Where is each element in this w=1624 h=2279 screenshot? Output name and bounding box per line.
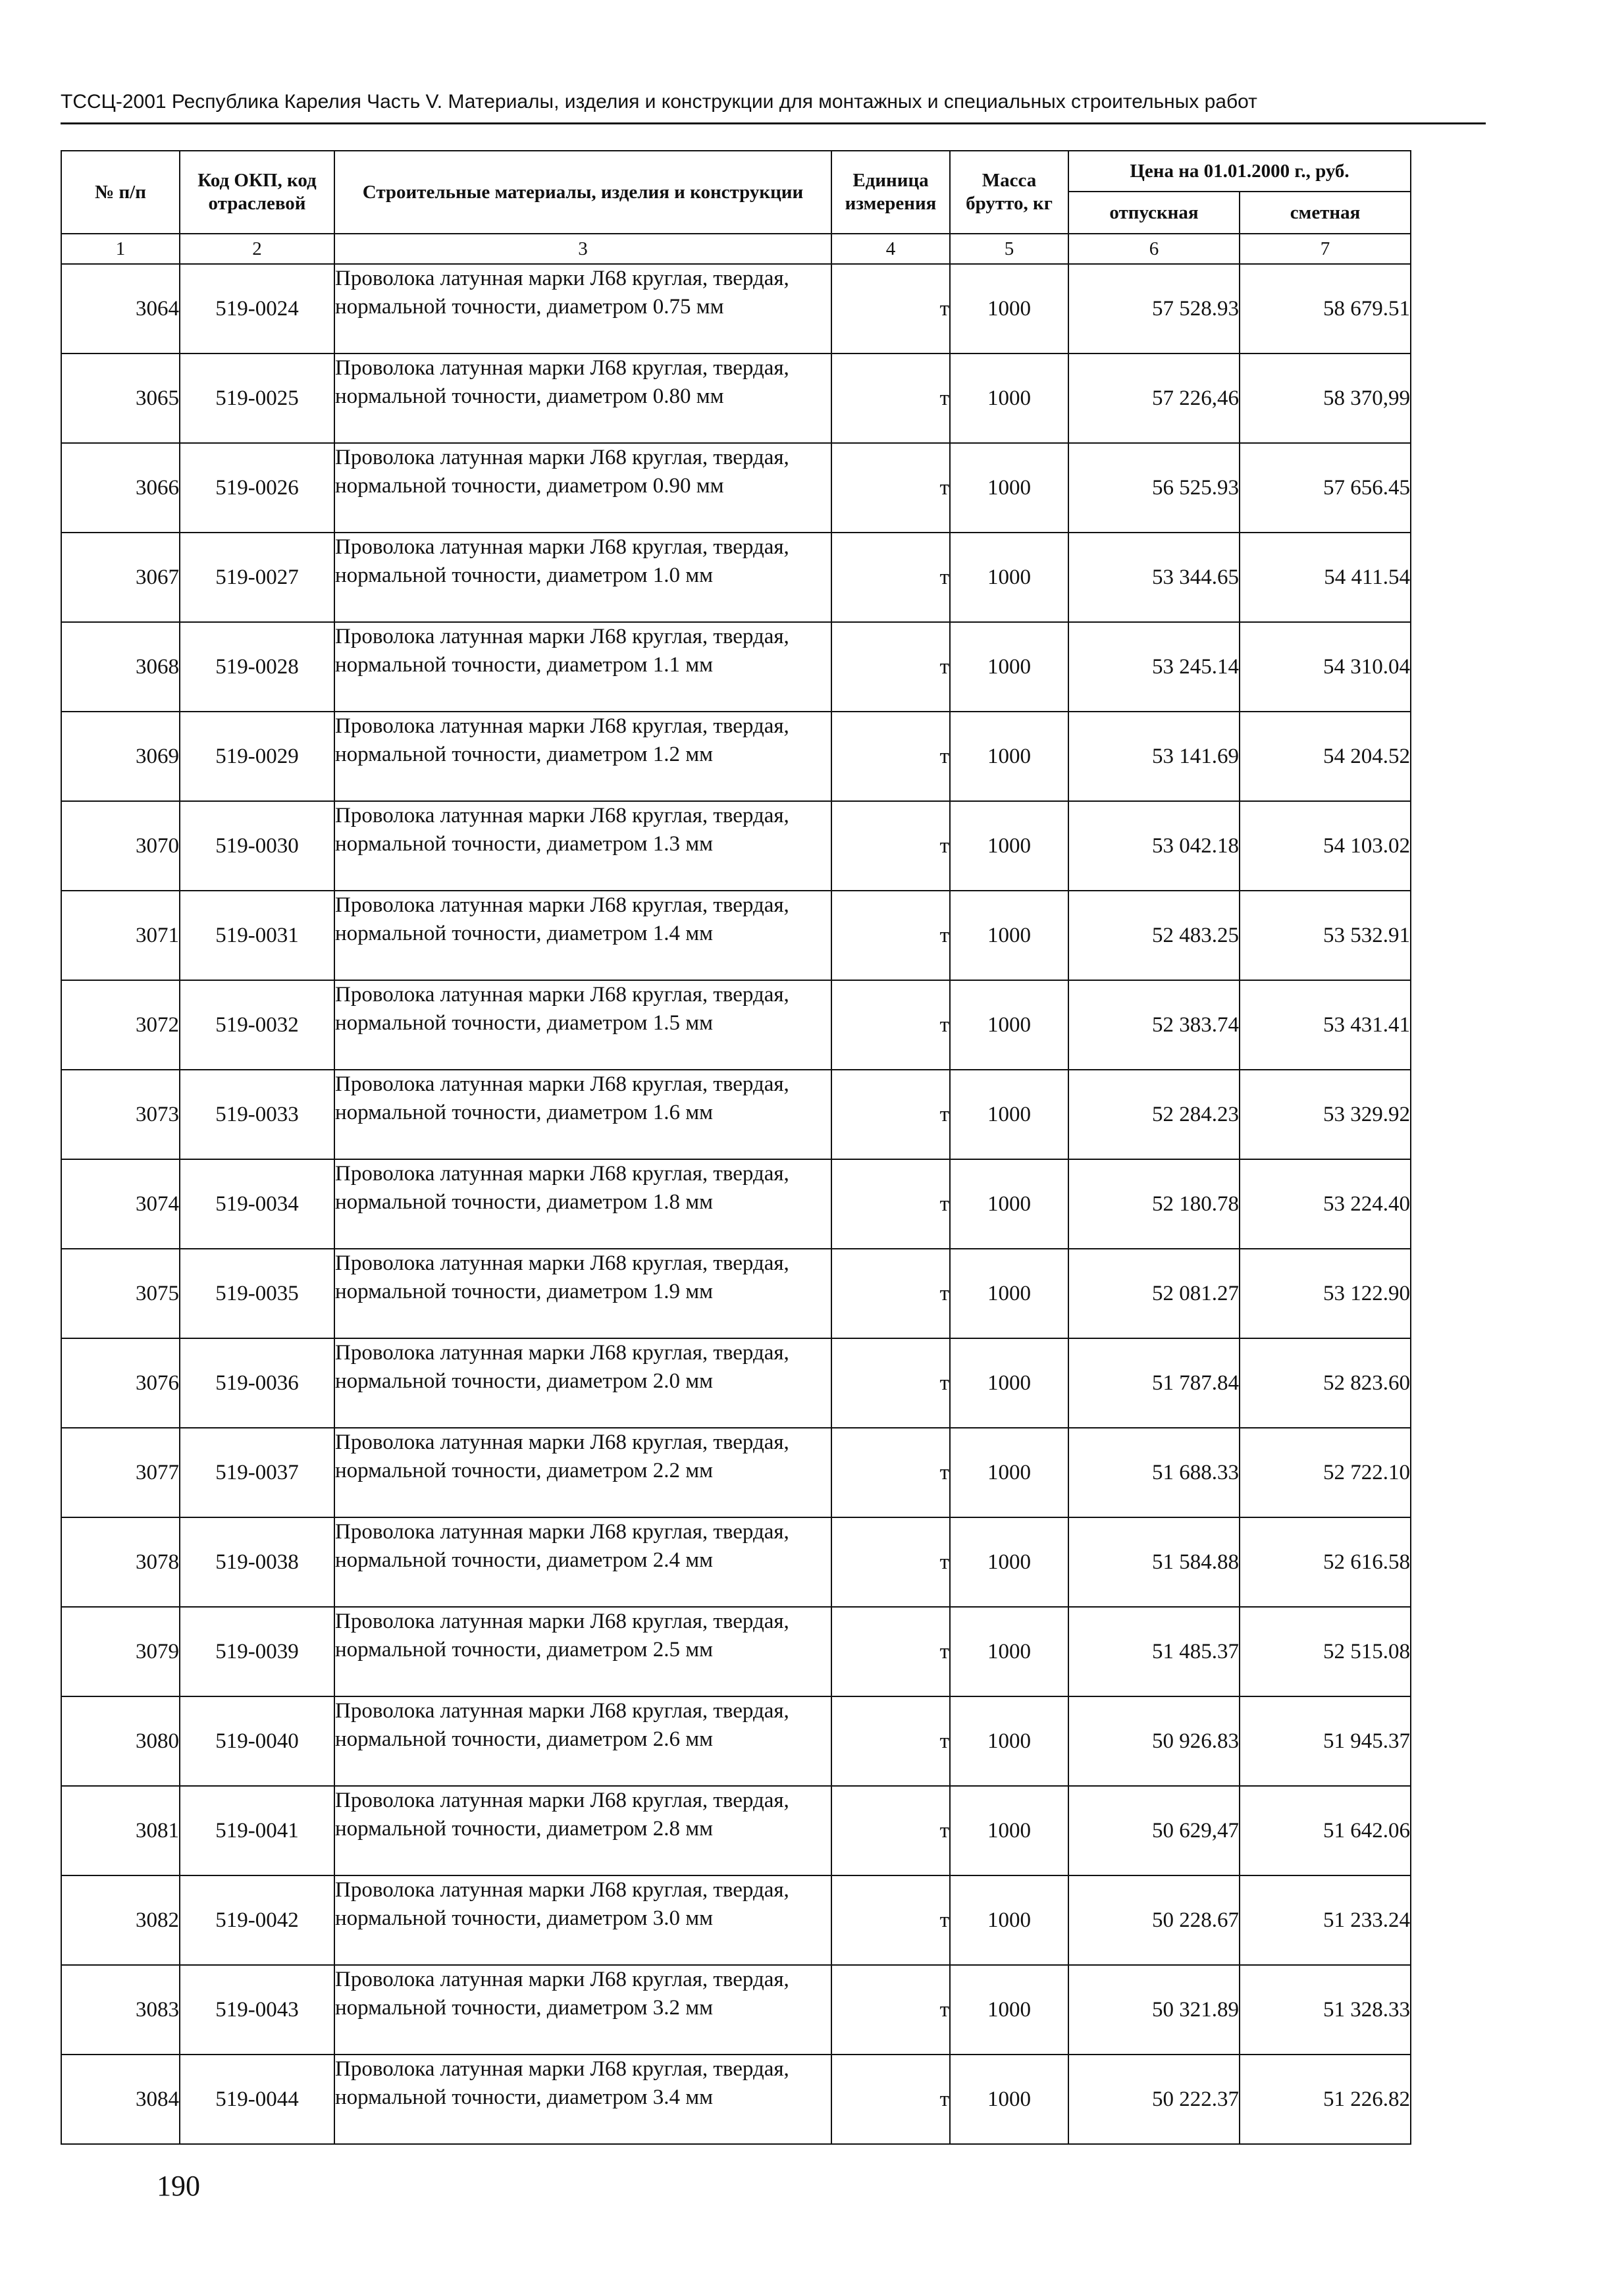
unit-of-measure: т [831,891,950,980]
material-description: Проволока латунная марки Л68 круглая, твердая, нормальной точности, диаметром 0.90 мм [334,443,831,533]
unit-of-measure: т [831,1875,950,1965]
page-number: 190 [157,2170,200,2202]
okp-code: 519-0032 [180,980,334,1070]
unit-of-measure: т [831,980,950,1070]
price-release: 51 485.37 [1068,1607,1240,1696]
okp-code: 519-0033 [180,1070,334,1159]
row-number: 3071 [61,891,180,980]
gross-mass: 1000 [950,1786,1068,1875]
unit-of-measure: т [831,1428,950,1517]
material-description: Проволока латунная марки Л68 круглая, твердая, нормальной точности, диаметром 2.4 мм [334,1517,831,1607]
price-estimate: 51 945.37 [1240,1696,1411,1786]
price-estimate: 53 532.91 [1240,891,1411,980]
unit-of-measure: т [831,2055,950,2144]
row-number: 3064 [61,264,180,354]
gross-mass: 1000 [950,1249,1068,1338]
price-estimate: 52 722.10 [1240,1428,1411,1517]
row-number: 3073 [61,1070,180,1159]
header-unit: Единица измерения [831,151,950,234]
gross-mass: 1000 [950,712,1068,801]
unit-of-measure: т [831,1517,950,1607]
table-row [61,1517,1411,1607]
row-number: 3068 [61,622,180,712]
material-description: Проволока латунная марки Л68 круглая, твердая, нормальной точности, диаметром 2.2 мм [334,1428,831,1517]
table-row [61,801,1411,891]
gross-mass: 1000 [950,533,1068,622]
table-row [61,354,1411,443]
price-estimate: 53 122.90 [1240,1249,1411,1338]
price-release: 52 483.25 [1068,891,1240,980]
column-number: 6 [1068,234,1240,264]
price-release: 57 226,46 [1068,354,1240,443]
price-estimate: 51 233.24 [1240,1875,1411,1965]
row-number: 3072 [61,980,180,1070]
price-release: 53 141.69 [1068,712,1240,801]
price-release: 56 525.93 [1068,443,1240,533]
price-release: 51 787.84 [1068,1338,1240,1428]
table-row [61,891,1411,980]
unit-of-measure: т [831,1338,950,1428]
gross-mass: 1000 [950,1607,1068,1696]
table-row [61,1070,1411,1159]
row-number: 3075 [61,1249,180,1338]
price-estimate: 57 656.45 [1240,443,1411,533]
material-description: Проволока латунная марки Л68 круглая, твердая, нормальной точности, диаметром 1.4 мм [334,891,831,980]
row-number: 3069 [61,712,180,801]
unit-of-measure: т [831,1696,950,1786]
gross-mass: 1000 [950,1428,1068,1517]
unit-of-measure: т [831,1965,950,2055]
row-number: 3078 [61,1517,180,1607]
row-number: 3079 [61,1607,180,1696]
okp-code: 519-0042 [180,1875,334,1965]
price-estimate: 53 224.40 [1240,1159,1411,1249]
okp-code: 519-0026 [180,443,334,533]
material-description: Проволока латунная марки Л68 круглая, твердая, нормальной точности, диаметром 2.5 мм [334,1607,831,1696]
table-row [61,2055,1411,2144]
table-row [61,1607,1411,1696]
okp-code: 519-0034 [180,1159,334,1249]
gross-mass: 1000 [950,801,1068,891]
material-description: Проволока латунная марки Л68 круглая, твердая, нормальной точности, диаметром 2.0 мм [334,1338,831,1428]
price-release: 53 344.65 [1068,533,1240,622]
table-row [61,1159,1411,1249]
table-body [61,234,1411,2144]
table-row [61,1696,1411,1786]
unit-of-measure: т [831,801,950,891]
row-number: 3070 [61,801,180,891]
material-description: Проволока латунная марки Л68 круглая, твердая, нормальной точности, диаметром 1.2 мм [334,712,831,801]
gross-mass: 1000 [950,1696,1068,1786]
unit-of-measure: т [831,1159,950,1249]
column-number: 2 [180,234,334,264]
row-number: 3083 [61,1965,180,2055]
price-release: 50 629,47 [1068,1786,1240,1875]
gross-mass: 1000 [950,443,1068,533]
price-estimate: 52 823.60 [1240,1338,1411,1428]
price-release: 51 688.33 [1068,1428,1240,1517]
table-row [61,443,1411,533]
column-number: 3 [334,234,831,264]
price-estimate: 53 431.41 [1240,980,1411,1070]
price-estimate: 52 616.58 [1240,1517,1411,1607]
unit-of-measure: т [831,354,950,443]
price-estimate: 51 226.82 [1240,2055,1411,2144]
price-release: 57 528.93 [1068,264,1240,354]
okp-code: 519-0028 [180,622,334,712]
unit-of-measure: т [831,712,950,801]
table-row [61,264,1411,354]
table-row [61,1338,1411,1428]
gross-mass: 1000 [950,622,1068,712]
unit-of-measure: т [831,622,950,712]
okp-code: 519-0044 [180,2055,334,2144]
price-estimate: 54 310.04 [1240,622,1411,712]
okp-code: 519-0040 [180,1696,334,1786]
row-number: 3065 [61,354,180,443]
price-release: 52 081.27 [1068,1249,1240,1338]
price-estimate: 52 515.08 [1240,1607,1411,1696]
gross-mass: 1000 [950,1070,1068,1159]
material-description: Проволока латунная марки Л68 круглая, твердая, нормальной точности, диаметром 0.80 мм [334,354,831,443]
okp-code: 519-0029 [180,712,334,801]
unit-of-measure: т [831,1249,950,1338]
material-description: Проволока латунная марки Л68 круглая, твердая, нормальной точности, диаметром 1.9 мм [334,1249,831,1338]
gross-mass: 1000 [950,891,1068,980]
okp-code: 519-0041 [180,1786,334,1875]
column-number-row [61,234,1411,264]
row-number: 3084 [61,2055,180,2144]
header-materials: Строительные материалы, изделия и конструкции [334,151,831,234]
price-release: 51 584.88 [1068,1517,1240,1607]
price-release: 52 284.23 [1068,1070,1240,1159]
price-estimate: 54 204.52 [1240,712,1411,801]
price-release: 50 926.83 [1068,1696,1240,1786]
okp-code: 519-0024 [180,264,334,354]
price-release: 50 321.89 [1068,1965,1240,2055]
okp-code: 519-0027 [180,533,334,622]
running-title: ТССЦ-2001 Республика Карелия Часть V. Материалы, изделия и конструкции для монтажных и специальных строительных работ [61,91,1257,113]
header-price-group: Цена на 01.01.2000 г., руб. [1068,151,1411,192]
price-release: 53 042.18 [1068,801,1240,891]
price-table [61,150,1411,2145]
column-number: 5 [950,234,1068,264]
table-row [61,1428,1411,1517]
price-estimate: 51 328.33 [1240,1965,1411,2055]
price-estimate: 51 642.06 [1240,1786,1411,1875]
header-price-release: отпускная [1068,192,1240,234]
price-release: 52 180.78 [1068,1159,1240,1249]
row-number: 3066 [61,443,180,533]
column-number: 7 [1240,234,1411,264]
header-price-estimate: сметная [1240,192,1411,234]
row-number: 3081 [61,1786,180,1875]
material-description: Проволока латунная марки Л68 круглая, твердая, нормальной точности, диаметром 2.8 мм [334,1786,831,1875]
okp-code: 519-0043 [180,1965,334,2055]
gross-mass: 1000 [950,1517,1068,1607]
row-number: 3076 [61,1338,180,1428]
column-number: 1 [61,234,180,264]
row-number: 3080 [61,1696,180,1786]
table-row [61,980,1411,1070]
row-number: 3077 [61,1428,180,1517]
okp-code: 519-0030 [180,801,334,891]
gross-mass: 1000 [950,1338,1068,1428]
material-description: Проволока латунная марки Л68 круглая, твердая, нормальной точности, диаметром 1.6 мм [334,1070,831,1159]
header-okp-code: Код ОКП, код отраслевой [180,151,334,234]
material-description: Проволока латунная марки Л68 круглая, твердая, нормальной точности, диаметром 3.2 мм [334,1965,831,2055]
table-row [61,1786,1411,1875]
price-release: 52 383.74 [1068,980,1240,1070]
unit-of-measure: т [831,443,950,533]
unit-of-measure: т [831,264,950,354]
material-description: Проволока латунная марки Л68 круглая, твердая, нормальной точности, диаметром 1.3 мм [334,801,831,891]
unit-of-measure: т [831,1786,950,1875]
row-number: 3074 [61,1159,180,1249]
table-row [61,1249,1411,1338]
gross-mass: 1000 [950,354,1068,443]
material-description: Проволока латунная марки Л68 круглая, твердая, нормальной точности, диаметром 1.8 мм [334,1159,831,1249]
price-release: 53 245.14 [1068,622,1240,712]
gross-mass: 1000 [950,264,1068,354]
okp-code: 519-0038 [180,1517,334,1607]
okp-code: 519-0035 [180,1249,334,1338]
material-description: Проволока латунная марки Л68 круглая, твердая, нормальной точности, диаметром 0.75 мм [334,264,831,354]
okp-code: 519-0039 [180,1607,334,1696]
material-description: Проволока латунная марки Л68 круглая, твердая, нормальной точности, диаметром 2.6 мм [334,1696,831,1786]
price-estimate: 53 329.92 [1240,1070,1411,1159]
okp-code: 519-0037 [180,1428,334,1517]
row-number: 3082 [61,1875,180,1965]
price-estimate: 58 370,99 [1240,354,1411,443]
header-num: № п/п [61,151,180,234]
price-estimate: 54 103.02 [1240,801,1411,891]
price-release: 50 228.67 [1068,1875,1240,1965]
unit-of-measure: т [831,1607,950,1696]
material-description: Проволока латунная марки Л68 круглая, твердая, нормальной точности, диаметром 3.0 мм [334,1875,831,1965]
okp-code: 519-0036 [180,1338,334,1428]
unit-of-measure: т [831,1070,950,1159]
unit-of-measure: т [831,533,950,622]
price-estimate: 54 411.54 [1240,533,1411,622]
table-row [61,712,1411,801]
material-description: Проволока латунная марки Л68 круглая, твердая, нормальной точности, диаметром 1.5 мм [334,980,831,1070]
gross-mass: 1000 [950,1875,1068,1965]
header-rule [61,122,1486,124]
row-number: 3067 [61,533,180,622]
material-description: Проволока латунная марки Л68 круглая, твердая, нормальной точности, диаметром 1.0 мм [334,533,831,622]
price-release: 50 222.37 [1068,2055,1240,2144]
gross-mass: 1000 [950,1159,1068,1249]
material-description: Проволока латунная марки Л68 круглая, твердая, нормальной точности, диаметром 3.4 мм [334,2055,831,2144]
material-description: Проволока латунная марки Л68 круглая, твердая, нормальной точности, диаметром 1.1 мм [334,622,831,712]
okp-code: 519-0025 [180,354,334,443]
header-mass: Масса брутто, кг [950,151,1068,234]
gross-mass: 1000 [950,980,1068,1070]
table-row [61,1875,1411,1965]
table-row [61,533,1411,622]
table-row [61,1965,1411,2055]
column-number: 4 [831,234,950,264]
gross-mass: 1000 [950,2055,1068,2144]
okp-code: 519-0031 [180,891,334,980]
gross-mass: 1000 [950,1965,1068,2055]
price-estimate: 58 679.51 [1240,264,1411,354]
table-row [61,622,1411,712]
